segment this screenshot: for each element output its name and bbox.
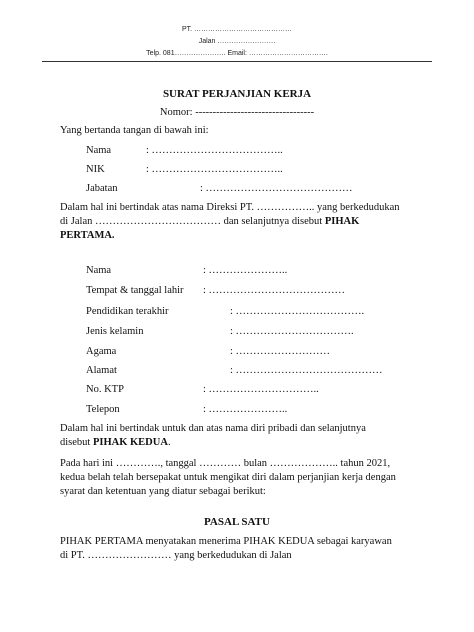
first-party-paragraph-line1: Dalam hal ini bertindak atas nama Direksi PT. …………….. yang berkedudukan: [60, 202, 400, 213]
header-contact: Telp. 081…………………. Email: …………………………….: [146, 50, 328, 57]
header-company: PT. ……………………………………: [181, 26, 293, 33]
section1-line2: di PT. …………………… yang berkedudukan di Jalan: [60, 550, 292, 561]
agreement-line2: kedua belah telah bersepakat untuk mengikat diri dalam perjanjian kerja dengan: [60, 472, 396, 483]
second-party-gender-value: : …………………………….: [230, 326, 354, 337]
agreement-line3: syarat dan ketentuan yang diatur sebagai berikut:: [60, 486, 266, 497]
first-party-designation: PIHAK: [324, 216, 360, 227]
second-party-education-label: Pendidikan terakhir: [86, 306, 169, 317]
first-party-name-label: Nama: [86, 145, 112, 156]
second-party-designation: PIHAK KEDUA: [92, 437, 168, 448]
intro-text: Yang bertanda tangan di bawah ini:: [60, 125, 209, 136]
first-party-nik-value: : ………………………………..: [146, 164, 283, 175]
first-party-designation-cont: PERTAMA.: [60, 230, 115, 241]
header-divider: [42, 61, 432, 62]
second-party-birth-value: : …………………………………: [203, 285, 346, 296]
first-party-position-label: Jabatan: [86, 183, 118, 194]
second-party-paragraph-line1: Dalam hal ini bertindak untuk dan atas nama diri pribadi dan selanjutnya: [60, 423, 366, 434]
first-party-position-value: : ……………………………………: [200, 183, 353, 194]
second-party-address-value: : ……………………………………: [230, 365, 383, 376]
second-party-address-label: Alamat: [86, 365, 117, 376]
second-party-ktp-label: No. KTP: [86, 384, 124, 395]
agreement-line1: Pada hari ini …………., tanggal ………… bulan ……………….. tahun 2021,: [60, 458, 391, 469]
first-party-paragraph-line2: di Jalan ……………………………… dan selanjutnya disebut PIHAK: [60, 216, 360, 227]
second-party-religion-value: : ………………………: [230, 346, 331, 357]
second-party-religion-label: Agama: [86, 346, 117, 357]
second-party-name-value: : …………………..: [203, 265, 288, 276]
first-party-nik-label: NIK: [86, 164, 105, 175]
section1-line1: PIHAK PERTAMA menyatakan menerima PIHAK KEDUA sebagai karyawan: [60, 536, 392, 547]
second-party-gender-label: Jenis kelamin: [86, 326, 144, 337]
second-party-paragraph-line2: disebut PIHAK KEDUA.: [60, 437, 171, 448]
section1-heading: PASAL SATU: [204, 516, 270, 528]
second-party-education-value: : ……………………………….: [230, 306, 365, 317]
second-party-ktp-value: : …………………………..: [203, 384, 319, 395]
second-party-birth-label: Tempat & tanggal lahir: [86, 285, 184, 296]
document-title: SURAT PERJANJIAN KERJA: [162, 88, 312, 100]
second-party-phone-value: : …………………..: [203, 404, 288, 415]
second-party-name-label: Nama: [86, 265, 112, 276]
header-address: Jalan …………………….: [198, 38, 276, 45]
second-party-phone-label: Telepon: [86, 404, 120, 415]
document-number: Nomor: ----------------------------------: [159, 107, 315, 118]
first-party-name-value: : ………………………………..: [146, 145, 283, 156]
